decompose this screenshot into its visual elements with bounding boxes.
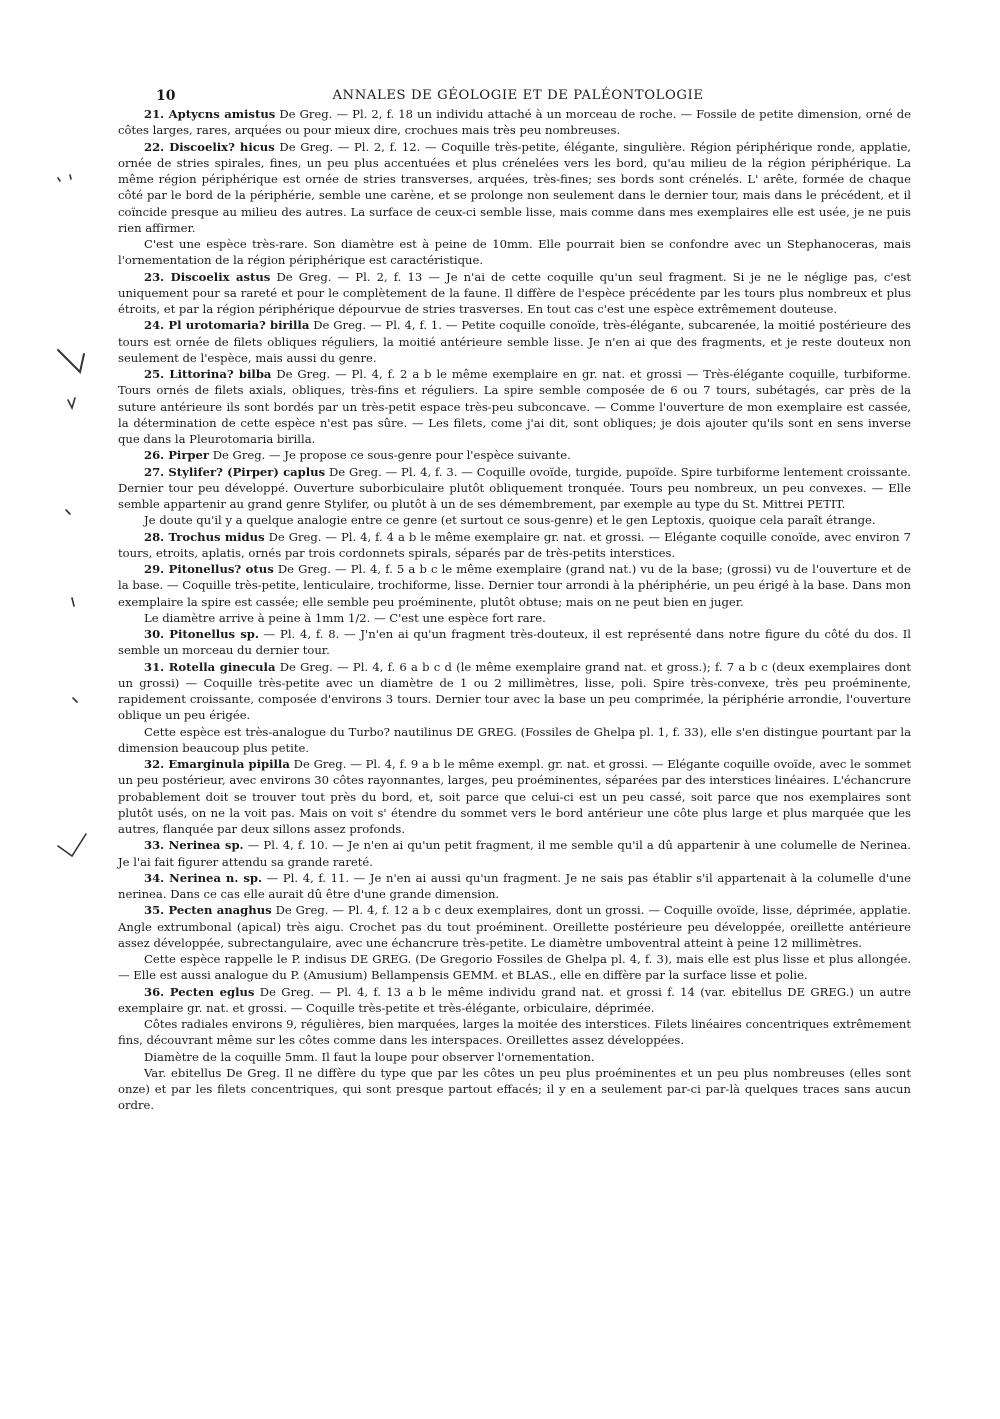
species-heading: 34. Nerinea n. sp.: [144, 870, 263, 885]
paragraph-text: De Greg. — Pl. 4, f. 3. — Coquille ovoïde, turgide, pupoïde. Spire turbiforme lentement croissante. Dernier tour peu développé. Ouverture suborbiculaire plutôt obliquement tronquée. Tours peu nombreux, un peu convexes. — Elle semble appartenir au grand genre Stylifer, ou plutôt à un de ses démembrement, par exemple au type du St. Mittrei PETIT.: [118, 464, 911, 511]
margin-checkmark: [58, 350, 84, 372]
paragraph: [118, 529, 911, 562]
paragraph: [118, 610, 911, 626]
species-heading: 23. Discoelix astus: [144, 269, 271, 284]
paragraph: [118, 837, 911, 870]
paragraph-text: Diamètre de la coquille 5mm. Il faut la loupe pour observer l'ornementation.: [144, 1049, 595, 1064]
species-heading: 29. Pitonellus? otus: [144, 562, 274, 576]
paragraph: [118, 106, 911, 139]
species-heading: 30. Pitonellus sp.: [144, 627, 259, 641]
paragraph-text: De Greg. — Pl. 4, f. 5 a b c le même exemplaire (grand nat.) vu de la base; (grossi) vu de l'ouverture et de la base. — Coquille très-petite, lenticulaire, trochiforme, lisse. Dernier tour arrondi à la phériphérie, un peu érigé à la base. Dans mon exemplaire la spire est cassée; elle semble peu proéminente, plutôt obtuse; mais on ne peut bien en juger.: [118, 562, 911, 609]
species-heading: 35. Pecten anaghus: [144, 903, 272, 918]
paragraph: [118, 984, 911, 1017]
species-heading: 22. Discoelix? hicus: [144, 139, 275, 154]
species-heading: 25. Littorina? bilba: [144, 367, 272, 381]
paragraph: [118, 724, 911, 757]
paragraph-text: De Greg. — Pl. 4, f. 1. — Petite coquille conoïde, très-élégante, subcarenée, la moitié postérieure des tours est ornée de filets obliques réguliers, la moitié antérieure semble lisse. Je n'en ai que des fragments, et je reste douteux non seulement de l'espèce, mais aussi du genre.: [118, 318, 911, 365]
running-title: ANNALES DE GÉOLOGIE ET DE PALÉONTOLOGIE: [332, 88, 704, 103]
margin-checkmark: [58, 834, 86, 856]
paragraph-text: — Pl. 4, f. 10. — Je n'en ai qu'un petit fragment, il me semble qu'il a dû appartenir à une columelle de Nerinea. Je l'ai fait figurer attendu sa grande rareté.: [118, 838, 911, 869]
margin-tick-mark: [72, 598, 74, 606]
paragraph: [118, 1049, 911, 1065]
paragraph: [118, 447, 911, 463]
paragraph-text: — Pl. 4, f. 11. — Je n'en ai aussi qu'un fragment. Je ne sais pas établir s'il appartenait à la columelle d'une nerinea. Dans ce cas elle aurait dû être d'une grande dimension.: [118, 870, 912, 901]
paragraph-text: Cette espèce est très-analogue du Turbo? nautilinus DE GREG. (Fossiles de Ghelpa pl. 1, f. 33), elle s'en distingue pourtant par la dimension beaucoup plus petite.: [118, 724, 911, 755]
paragraph: [118, 464, 911, 513]
species-heading: 27. Stylifer? (Pirper) caplus: [144, 464, 326, 479]
species-heading: 36. Pecten eglus: [144, 984, 255, 999]
paragraph: [118, 870, 911, 903]
species-heading: 21. Aptycns amistus: [144, 107, 276, 121]
paragraph-text: De Greg. — Pl. 4, f. 12 a b c deux exemplaires, dont un grossi. — Coquille ovoïde, lisse, déprimée, applatie. Angle extrumbonal (apical) très aigu. Crochet pas du tout proéminent. Oreillette postérieure peu développée, oreillette antérieure assez développée, subrectangulaire, avec une échancrure très-petite. Le diamètre umboventral atteint à peine 12 millimètres.: [118, 903, 911, 950]
species-heading: 31. Rotella ginecula: [144, 659, 276, 674]
margin-tick-mark: [66, 510, 70, 514]
paragraph: [118, 561, 911, 610]
paragraph-text: C'est une espèce très-rare. Son diamètre est à peine de 10mm. Elle pourrait bien se confondre avec un Stephanoceras, mais l'ornementation de la région périphérique est caractéristique.: [118, 237, 911, 268]
paragraph: [118, 512, 911, 528]
paragraph-text: Le diamètre arrive à peine à 1mm 1/2. — C'est une espèce fort rare.: [144, 610, 546, 625]
paragraph: [118, 366, 911, 447]
text-body: [118, 106, 911, 1114]
paragraph-text: De Greg. — Pl. 4, f. 9 a b le même exempl. gr. nat. et grossi. — Elégante coquille ovoïde, avec le sommet un peu postérieur, avec environs 30 côtes rayonnantes, larges, peu proéminentes, séparées par des interstices linéaires. L'échancrure probablement doit se trouver tout près du bord, et, soit parce que celui-ci est un peu cassé, soit parce que nos exemplaires sont plutôt usés, on ne la voit pas. Mais on voit s' étendre du sommet vers le bord antérieur une côte plus large et plus marquée que les autres, flanquée par deux sillons assez profonds.: [118, 757, 911, 836]
margin-tick-mark: [73, 698, 77, 702]
margin-checkmark: [68, 398, 75, 408]
paragraph-text: De Greg. — Pl. 4, f. 4 a b le même exemplaire gr. nat. et grossi. — Elégante coquille conoïde, avec environ 7 tours, etroits, aplatis, ornés par trois cordonnets spirals, séparés par de très-petits interstices.: [118, 529, 911, 560]
paragraph-text: — Pl. 4, f. 8. — J'n'en ai qu'un fragment très-douteux, il est représenté dans notre figure du côté du dos. Il semble un morceau du dernier tour.: [118, 627, 911, 658]
species-heading: 24. Pl urotomaria? birilla: [144, 318, 310, 333]
paragraph: [118, 269, 911, 318]
paragraph-text: De Greg. — Pl. 4, f. 13 a b le même individu grand nat. et grossi f. 14 (var. ebitellus DE GREG.) un autre exemplaire gr. nat. et grossi. — Coquille très-petite et très-élégante, orbiculaire, déprimée.: [118, 984, 911, 1015]
species-heading: 28. Trochus midus: [144, 529, 265, 544]
paragraph: [118, 659, 911, 724]
paragraph-text: Cette espèce rappelle le P. indisus DE GREG. (De Gregorio Fossiles de Ghelpa pl. 4, f. 3), mais elle est plus lisse et plus allongée. — Elle est aussi analogue du P. (Amusium) Bellampensis GEMM. et BLAS., elle en diffère par la surface lisse et polie.: [118, 952, 911, 983]
paragraph: [118, 756, 911, 837]
page-number: 10: [156, 88, 176, 104]
paragraph-text: De Greg. — Pl. 2, f. 12. — Coquille très-petite, élégante, singulière. Région périphérique ronde, applatie, ornée de stries spirales, fines, un peu plus accentuées et plus crénelées vers les bord, qu'au milieu de la région périphérique. La même région périphérique est ornée de stries transverses, arquées, très-fines; ses bords sont crénelés. L' arête, formée de chaque côté par le bord de la périphérie, semble une carène, et se prolonge non seulement dans le dernier tour, mais dans le précédent, et il coïncide presque au milieu des autres. La surface de ceux-ci semble lisse, mais comme dans mes exemplaires elle est usée, je ne puis rien affirmer.: [118, 139, 911, 235]
margin-tick-mark: [58, 175, 71, 181]
paragraph-text: De Greg. — Je propose ce sous-genre pour l'espèce suivante.: [209, 448, 571, 463]
species-heading: 33. Nerinea sp.: [144, 838, 244, 853]
paragraph-text: De Greg. — Pl. 2, f. 18 un individu attaché à un morceau de roche. — Fossile de petite dimension, orné de côtes larges, rares, arquées ou pour mieux dire, crochues mais très peu nombreuses.: [118, 107, 911, 138]
paragraph: [118, 1065, 911, 1114]
paragraph-text: De Greg. — Pl. 4, f. 6 a b c d (le même exemplaire grand nat. et gross.); f. 7 a b c (deux exemplaires dont un grossi) — Coquille très-petite avec un diamètre de 1 ou 2 millimètres, lisse, poli. Spire très-convexe, très peu proéminente, rapidement croissante, composée d'environs 3 tours. Dernier tour avec la base un peu comprimée, la périphérie arrondie, l'ouverture oblique un peu érigée.: [118, 659, 912, 723]
species-heading: 32. Emarginula pipilla: [144, 757, 290, 771]
paragraph: [118, 902, 911, 951]
species-heading: 26. Pirper: [144, 448, 210, 463]
page-header: [118, 88, 918, 108]
paragraph: [118, 951, 911, 984]
paragraph-text: De Greg. — Pl. 2, f. 13 — Je n'ai de cette coquille qu'un seul fragment. Si je ne le néglige pas, c'est uniquement pour sa rareté et pour le complètement de la faune. Il diffère de l'espèce précédente par les tours plus nombreux et plus étroits, et par la région périphérique dépourvue de stries trasverses. En tout cas c'est une espèce extrêmement douteuse.: [118, 269, 911, 316]
paragraph: [118, 1016, 911, 1049]
paragraph-text: Côtes radiales environs 9, régulières, bien marquées, larges la moitée des interstices. Filets linéaires concentriques extrêmement fins, découvrant même sur les côtes comme dans les interspaces. Oreillettes assez développées.: [118, 1017, 911, 1048]
paragraph: [118, 626, 911, 659]
paragraph-text: Var. ebitellus De Greg. Il ne diffère du type que par les côtes un peu plus proéminentes et un peu plus nombreuses (elles sont onze) et par les filets concentriques, qui sont presque partout effacés; il y en a seulement par-ci par-là quelques traces sans aucun ordre.: [118, 1065, 911, 1113]
paragraph-text: De Greg. — Pl. 4, f. 2 a b le même exemplaire en gr. nat. et grossi — Très-élégante coquille, turbiforme. Tours ornés de filets axials, obliques, très-fins et réguliers. La spire semble composée de 6 ou 7 tours, subétagés, car près de la suture antérieure ils sont bordés par un très-petit espace très-peu subconcave. — Comme l'ouverture de mon exemplaire est cassée, la détermination de cette espèce n'est pas sûre. — Les filets, come j'ai dit, sont obliques; je dois ajouter qu'ils sont en sens inverse que dans la Pleurotomaria birilla.: [118, 367, 911, 446]
paragraph: [118, 139, 911, 237]
paragraph-text: Je doute qu'il y a quelque analogie entre ce genre (et surtout ce sous-genre) et le gen Leptoxis, quoique cela paraît étrange.: [144, 513, 876, 528]
paragraph: [118, 236, 911, 269]
paragraph: [118, 317, 911, 366]
